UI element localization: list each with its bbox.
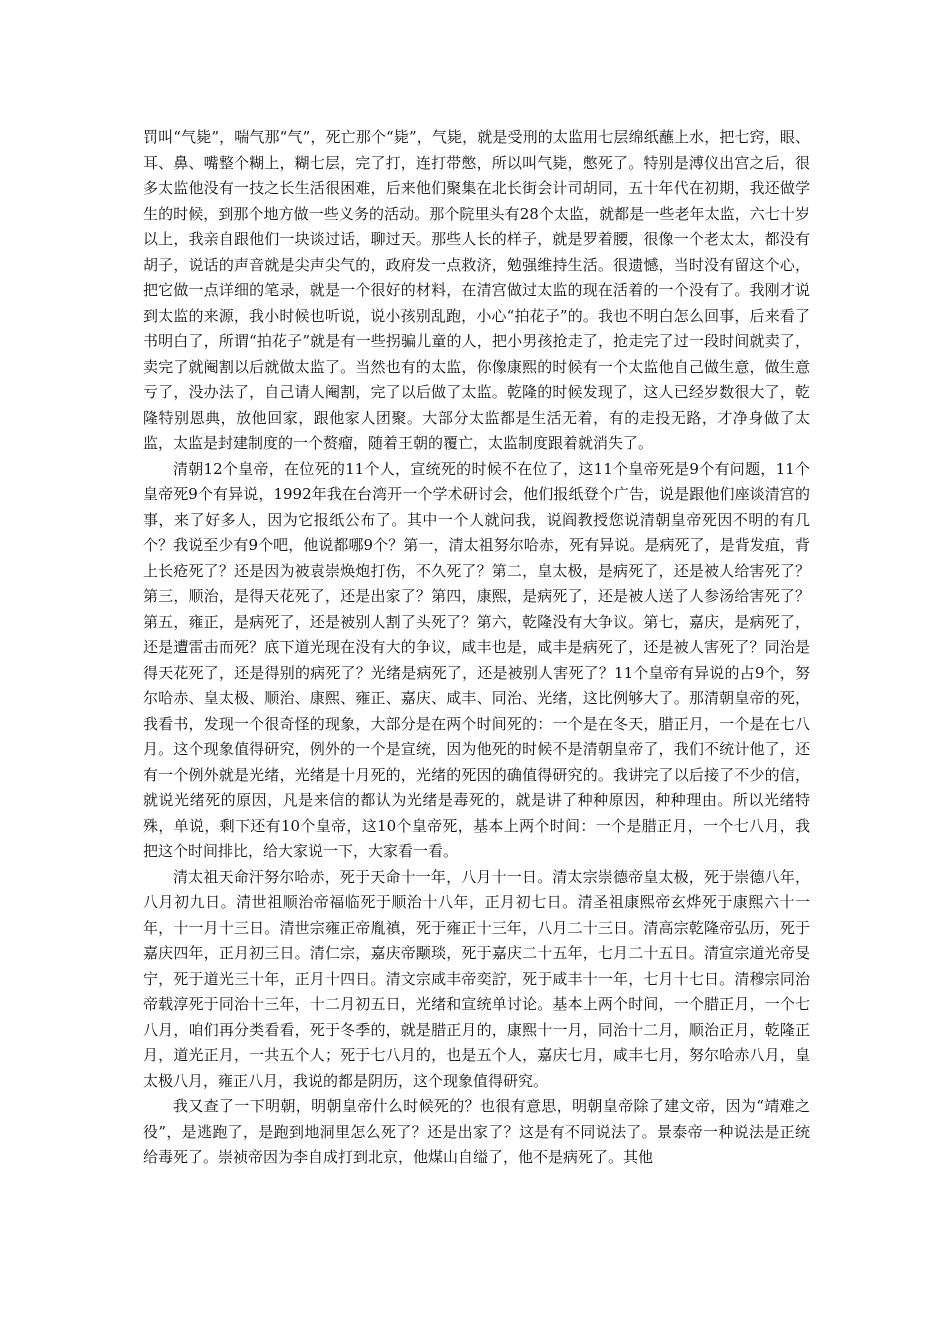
- paragraph-qing-emperors-deaths: 清朝12个皇帝，在位死的11个人，宣统死的时候不在位了，这11个皇帝死是9个有问题，11个皇帝死9个有异说，1992年我在台湾开一个学术研讨会，他们报纸登个广告，说是跟他们座谈清宫的事，来了好多人，因为它报纸公布了。其中一个人就问我，说阎教授您说清朝皇帝死因不明的有几个？我说至少有9个吧，他说都哪9个？第一，清太祖努尔哈赤，死有异说。是病死了，是背发疽，背上长疮死了？还是因为被袁崇焕炮打伤，不久死了？第二，皇太极，是病死了，还是被人给害死了？第三，顺治，是得天花死了，还是出家了？第四，康熙，是病死了，还是被人送了人参汤给害死了？第五，雍正，是病死了，还是被别人割了头死了？第六，乾隆没有大争议。第七，嘉庆，是病死了，还是遭雷击而死？底下道光现在没有大的争议，咸丰也是，咸丰是病死了，还是被人害死了？同治是得天花死了，还是得别的病死了？光绪是病死了，还是被别人害死了？11个皇帝有异说的占9个，努尔哈赤、皇太极、顺治、康熙、雍正、嘉庆、咸丰、同治、光绪，这比例够大了。那清朝皇帝的死，我看书，发现一个很奇怪的现象，大部分是在两个时间死的：一个是在冬天，腊正月，一个是在七八月。这个现象值得研究，例外的一个是宣统，因为他死的时候不是清朝皇帝了，我们不统计他了，还有一个例外就是光绪，光绪是十月死的，光绪的死因的确值得研究的。我讲完了以后接了不少的信，就说光绪死的原因，凡是来信的都认为光绪是毒死的，就是讲了种种原因，种种理由。所以光绪特殊，单说，剩下还有10个皇帝，这10个皇帝死，基本上两个时间：一个是腊正月，一个七八月，我把这个时间排比，给大家说一下，大家看一看。: [143, 459, 810, 860]
- paragraph-death-dates: 清太祖天命汗努尔哈赤，死于天命十一年，八月十一日。清太宗崇德帝皇太极，死于崇德八年，八月初九日。清世祖顺治帝福临死于顺治十八年，正月初七日。清圣祖康熙帝玄烨死于康熙六十一年，十一月十三日。清世宗雍正帝胤禛，死于雍正十三年，八月二十三日。清高宗乾隆帝弘历，死于嘉庆四年，正月初三日。清仁宗，嘉庆帝颙琰，死于嘉庆二十五年，七月二十五日。清宣宗道光帝旻宁，死于道光三十年，正月十四日。清文宗咸丰帝奕詝，死于咸丰十一年，七月十七日。清穆宗同治帝载淳死于同治十三年，十二月初五日，光绪和宣统单讨论。基本上两个时间，一个腊正月，一个七八月，咱们再分类看看，死于冬季的，就是腊正月的，康熙十一月，同治十二月，顺治正月，乾隆正月，道光正月，一共五个人；死于七八月的，也是五个人，嘉庆七月，咸丰七月，努尔哈赤八月，皇太极八月，雍正八月，我说的都是阴历，这个现象值得研究。: [143, 867, 810, 1090]
- document-body: [143, 125, 810, 1171]
- paragraph-continuation: 罚叫“气毙”，喘气那“气”，死亡那个“毙”，气毙，就是受刑的太监用七层绵纸蘸上水，把七窍，眼、耳、鼻、嘴整个糊上，糊七层，完了打，连打带憋，所以叫气毙，憋死了。特别是溥仪出宫之后，很多太监他没有一技之长生活很困难，后来他们聚集在北长街会计司胡同，五十年代在初期，我还做学生的时候，到那个地方做一些义务的活动。那个院里头有28个太监，就都是一些老年太监，六七十岁以上，我亲自跟他们一块谈过话，聊过天。那些人长的样子，就是罗着腰，很像一个老太太，都没有胡子，说话的声音就是尖声尖气的，政府发一点救济，勉强维持生活。很遗憾，当时没有留这个心，把它做一点详细的笔录，就是一个很好的材料，在清宫做过太监的现在活着的一个没有了。我刚才说到太监的来源，我小时候也听说，说小孩别乱跑，小心“拍花子”的。我也不明白怎么回事，后来看了书明白了，所谓“拍花子”就是有一些拐骗儿童的人，把小男孩抢走了，抢走完了过一段时间就卖了，卖完了就阉割以后就做太监了。当然也有的太监，你像康熙的时候有一个太监他自己做生意，做生意亏了，没办法了，自己请人阉割，完了以后做了太监。乾隆的时候发现了，这人已经岁数很大了，乾隆特别恩典，放他回家，跟他家人团聚。大部分太监都是生活无着，有的走投无路，才净身做了太监，太监是封建制度的一个赘瘤，随着王朝的覆亡，太监制度跟着就消失了。: [143, 128, 810, 452]
- paragraph-ming-emperors: 我又查了一下明朝，明朝皇帝什么时候死的？也很有意思，明朝皇帝除了建文帝，因为“靖难之役”，是逃跑了，是跑到地洞里怎么死了？还是出家了？这是有不同说法了。景泰帝一种说法是正统给毒死了。崇祯帝因为李自成打到北京，他煤山自缢了，他不是病死了。其他: [143, 1097, 810, 1166]
